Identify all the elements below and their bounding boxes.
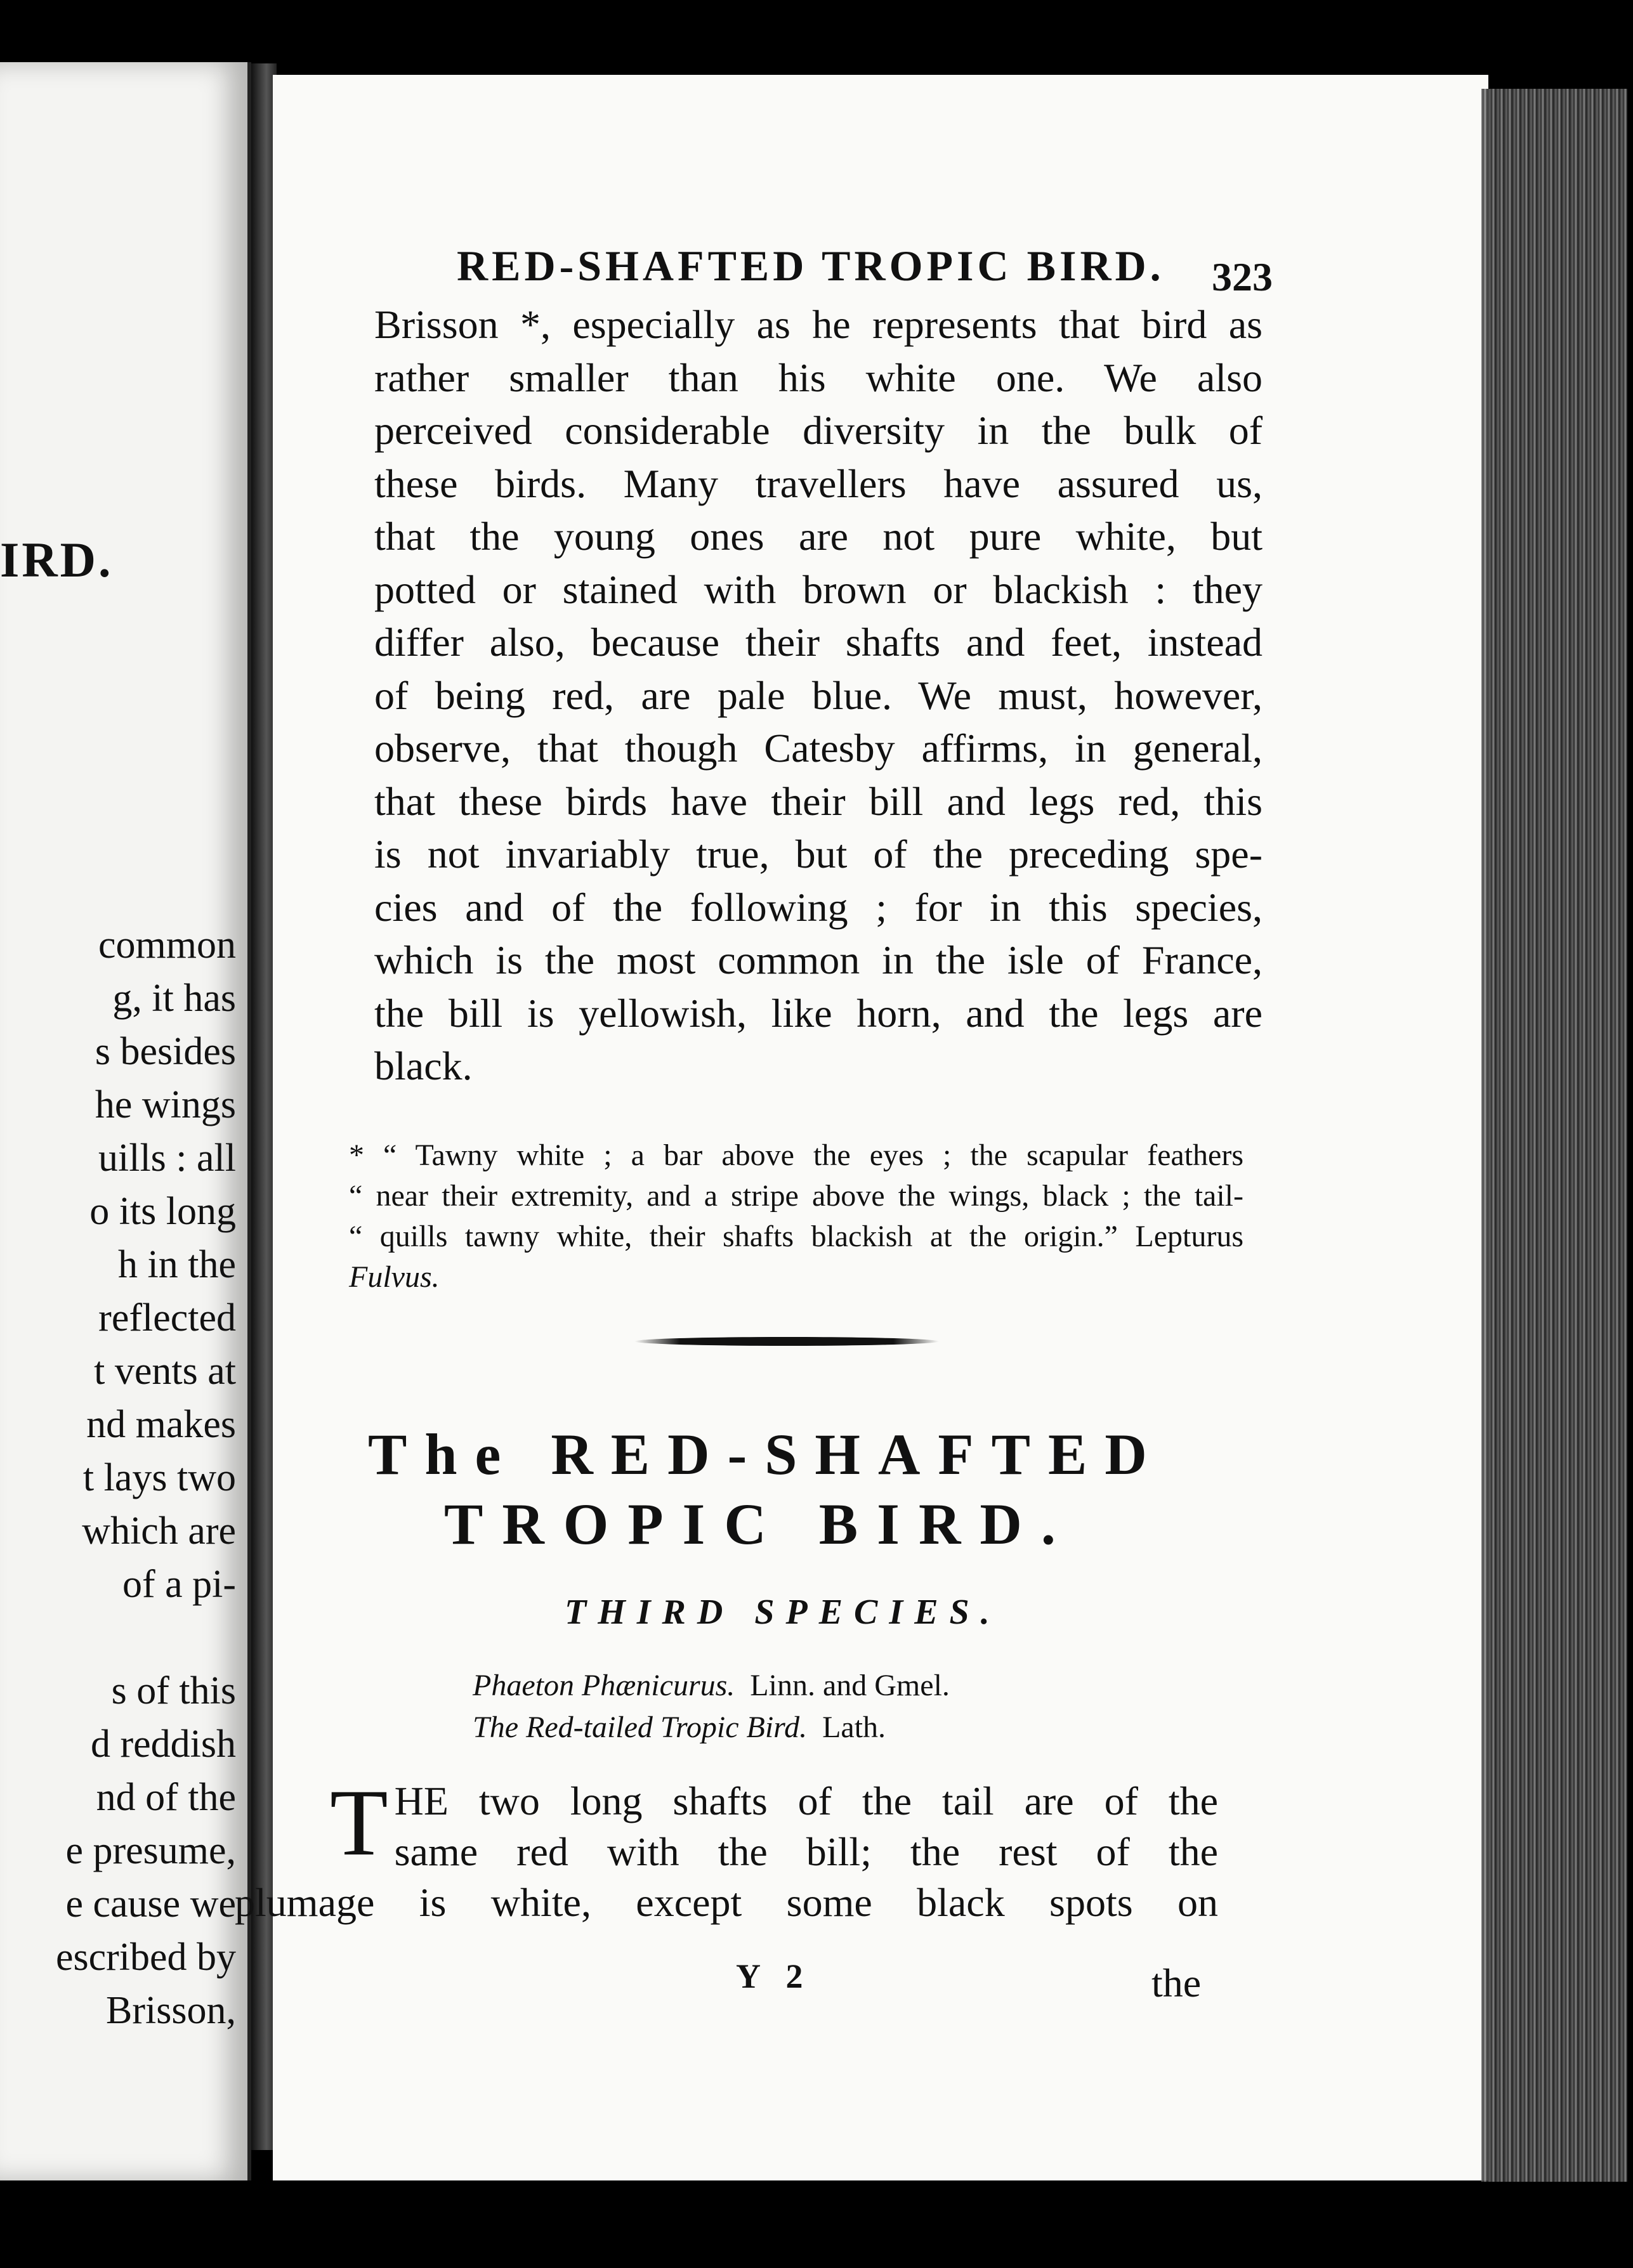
- page-edge-texture: [1481, 89, 1627, 2182]
- left-page-heading: IRD.: [0, 532, 114, 587]
- body-line: cies and of the following ; for in this species,: [374, 884, 1262, 930]
- left-fragment: o its long: [89, 1190, 236, 1233]
- synonym-entry: [473, 1707, 950, 1749]
- body-line: differ also, because their shafts and feet, instead: [374, 620, 1262, 665]
- body-text: [374, 298, 1262, 1093]
- synonym-name: The Red-tailed Tropic Bird.: [473, 1711, 808, 1744]
- section-subtitle: THIRD SPECIES.: [565, 1593, 1001, 1632]
- synonym-entry: [473, 1665, 950, 1707]
- left-fragment: common: [98, 923, 236, 967]
- synonym-authority: Linn. and Gmel.: [750, 1669, 950, 1702]
- body-line: which is the most common in the isle of France,: [374, 937, 1262, 982]
- body-line: Brisson *, especially as he represents that bird as: [374, 302, 1262, 347]
- body-line: rather smaller than his white one. We also: [374, 355, 1262, 400]
- left-fragment: t lays two: [82, 1456, 236, 1499]
- synonyms: [473, 1665, 950, 1749]
- left-fragment: h in the: [118, 1243, 236, 1286]
- left-page-text-fragments: [0, 918, 236, 2037]
- species-description: [235, 1770, 1218, 1928]
- left-fragment: reflected: [98, 1296, 236, 1339]
- left-fragment: d reddish: [90, 1723, 236, 1766]
- body-line: is not invariably true, but of the preceding spe-: [374, 831, 1262, 877]
- body-line: of being red, are pale blue. We must, however,: [374, 672, 1262, 718]
- body-line: the bill is yellowish, like horn, and the legs are: [374, 990, 1262, 1036]
- footnote: [349, 1135, 1243, 1298]
- body-line: HE two long shafts of the tail are of the: [394, 1778, 1218, 1823]
- left-fragment: s besides: [95, 1030, 236, 1073]
- synonym-authority: Lath.: [822, 1711, 886, 1744]
- running-head: RED-SHAFTED TROPIC BIRD.: [457, 242, 1165, 290]
- left-fragment: nd of the: [96, 1776, 236, 1819]
- left-fragment: nd makes: [86, 1403, 236, 1446]
- left-fragment: which are: [82, 1509, 236, 1553]
- left-fragment: t vents at: [94, 1350, 236, 1393]
- left-fragment: of a pi-: [122, 1563, 236, 1606]
- body-line: these birds. Many travellers have assured us,: [374, 460, 1262, 506]
- body-line: potted or stained with brown or blackish : they: [374, 566, 1262, 612]
- left-fragment: [0, 1611, 236, 1664]
- footnote-line: Fulvus.: [349, 1260, 440, 1294]
- left-page: [0, 62, 251, 2180]
- body-line: black.: [374, 1043, 473, 1088]
- signature-mark: Y 2: [736, 1957, 812, 1995]
- left-fragment: s of this: [111, 1669, 236, 1712]
- body-line: observe, that though Catesby affirms, in general,: [374, 726, 1262, 771]
- section-title-line-2: TROPIC BIRD.: [444, 1492, 1075, 1556]
- body-line: that these birds have their bill and legs red, this: [374, 778, 1262, 824]
- left-fragment: Brisson,: [106, 1989, 236, 2032]
- section-title-line-1: The RED-SHAFTED: [368, 1422, 1165, 1487]
- page-number: 323: [1212, 254, 1273, 299]
- section-divider-rule: [634, 1337, 939, 1346]
- synonym-name: Phaeton Phænicurus.: [473, 1669, 735, 1702]
- body-line: that the young ones are not pure white, but: [374, 514, 1262, 559]
- footnote-line: “ quills tawny white, their shafts blackish at the origin.” Lepturus: [349, 1220, 1243, 1253]
- left-fragment: e presume,: [65, 1829, 236, 1872]
- left-fragment: e cause we: [65, 1882, 236, 1926]
- left-fragment: g, it has: [112, 977, 236, 1020]
- body-line: perceived considerable diversity in the bulk of: [374, 408, 1262, 453]
- left-fragment: escribed by: [55, 1936, 236, 1979]
- catchword: the: [1151, 1960, 1202, 2005]
- body-line: plumage is white, except some black spots on: [235, 1880, 1218, 1925]
- footnote-line: * “ Tawny white ; a bar above the eyes ; the scapular feathers: [349, 1138, 1243, 1172]
- drop-cap: T: [330, 1770, 388, 1875]
- footnote-line: “ near their extremity, and a stripe above the wings, black ; the tail-: [349, 1179, 1243, 1213]
- left-fragment: uills : all: [98, 1137, 236, 1180]
- body-line: same red with the bill; the rest of the: [394, 1829, 1218, 1874]
- left-fragment: he wings: [95, 1083, 236, 1126]
